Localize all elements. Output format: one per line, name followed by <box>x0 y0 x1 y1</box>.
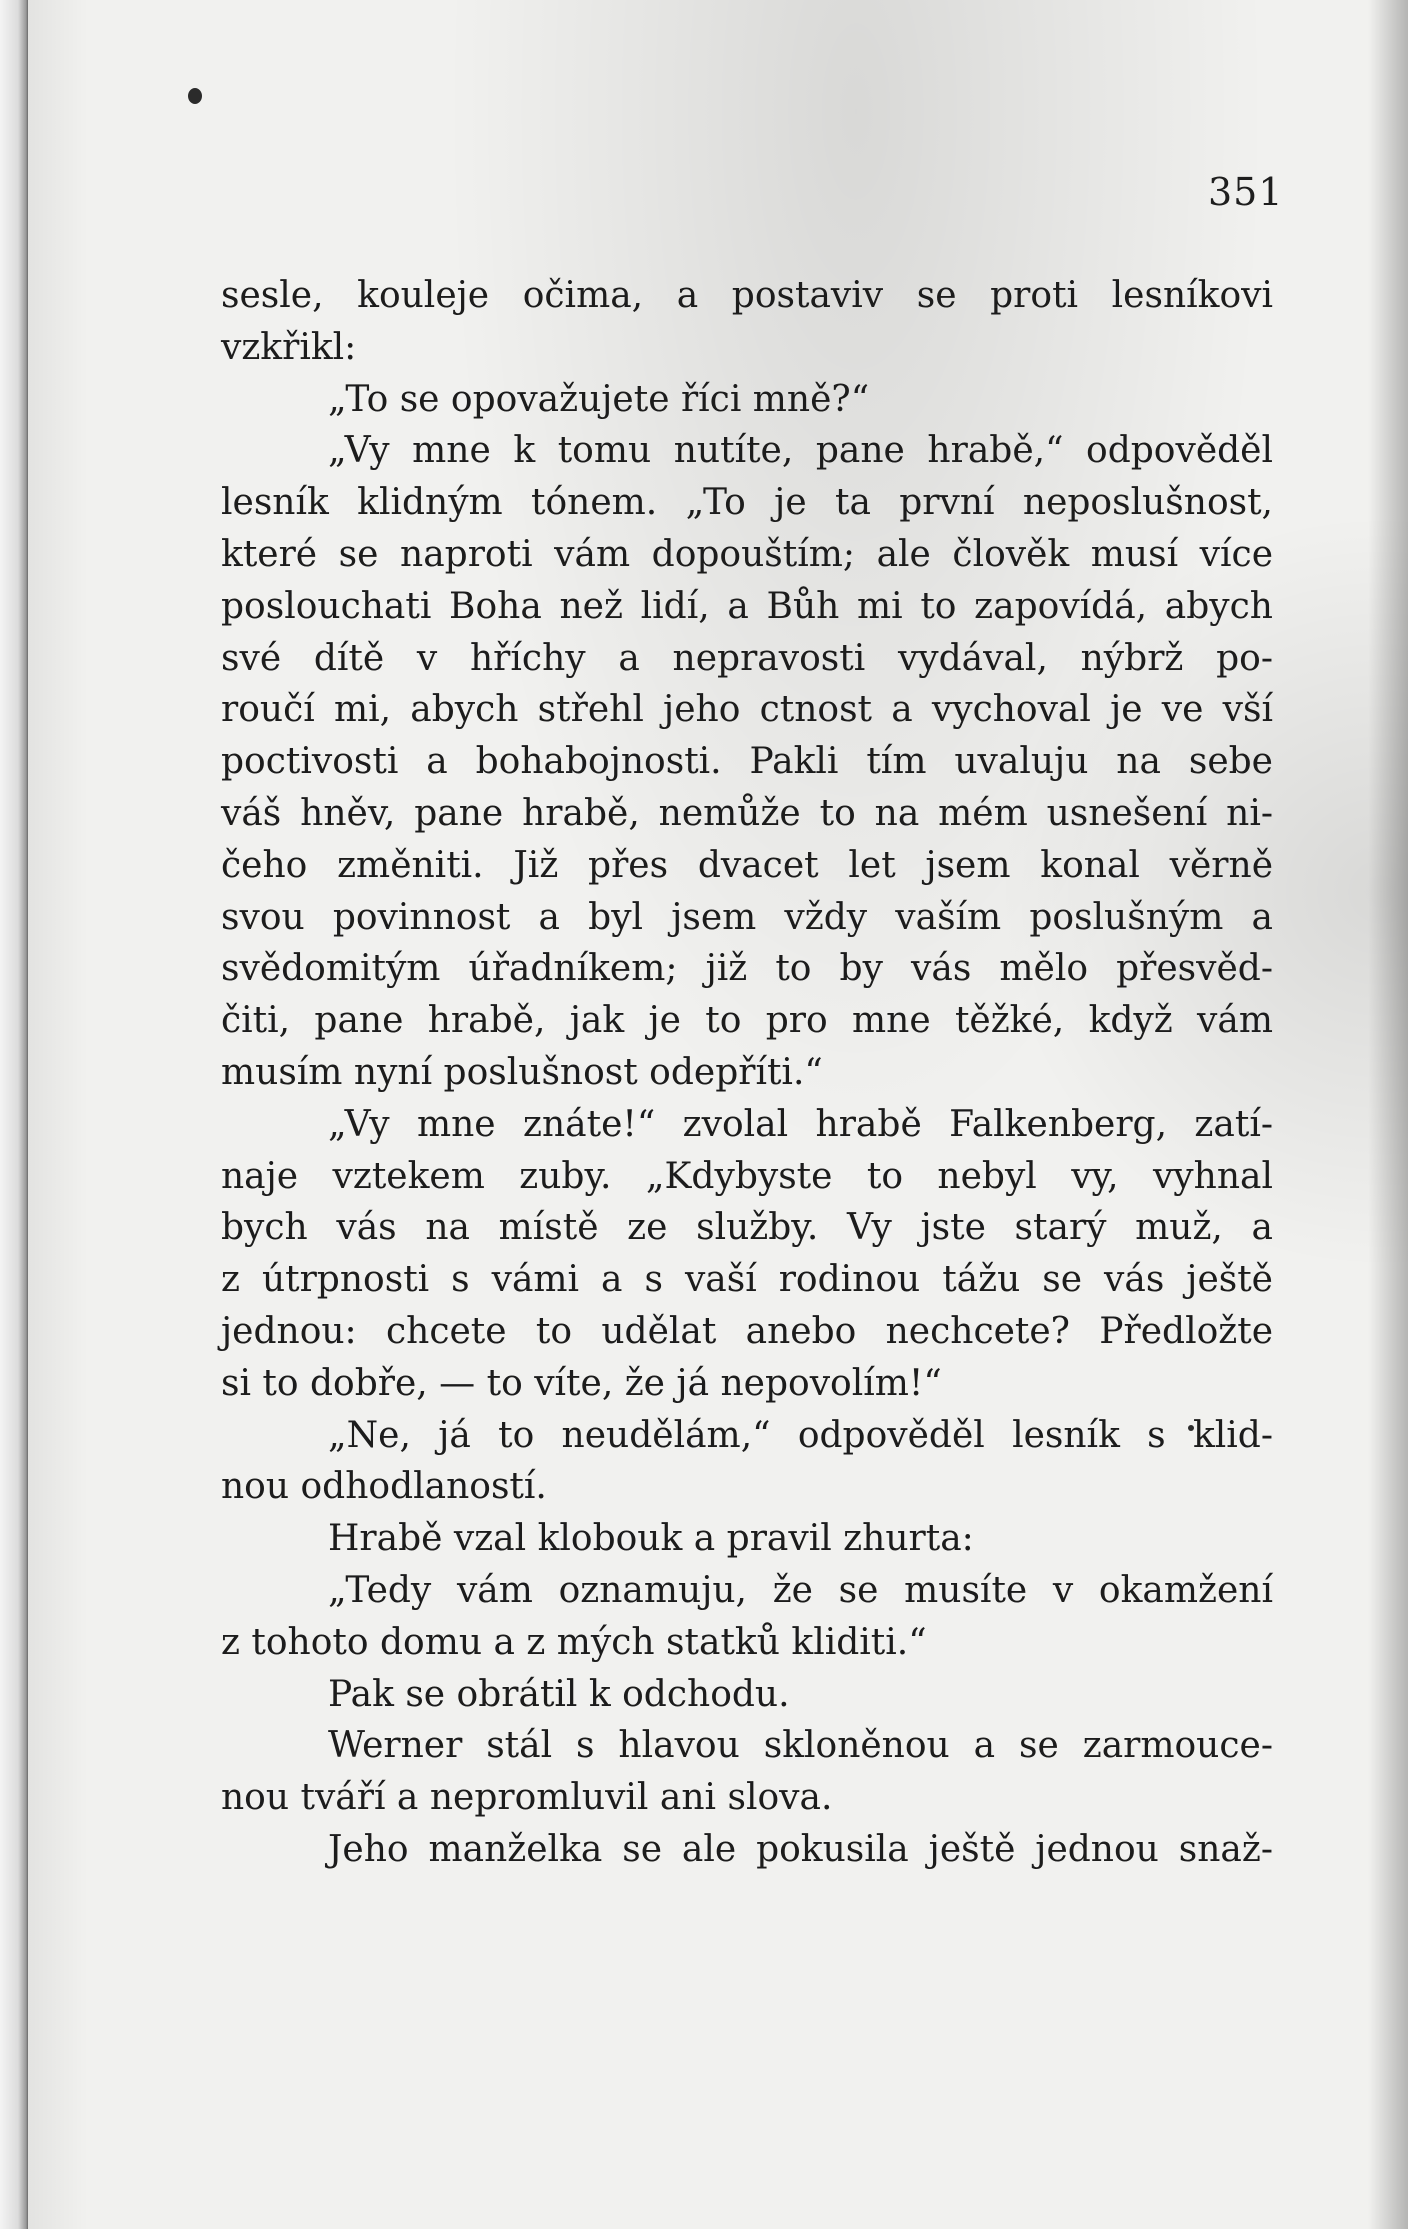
book-fold-edge <box>0 0 28 2229</box>
text-line: váš hněv, pane hrabě, nemůže to na mém usnešení ni- <box>221 792 1273 834</box>
text-line: Werner stál s hlavou skloněnou a se zarmouce- <box>328 1725 1273 1767</box>
text-line: Jeho manželka se ale pokusila ještě jednou snaž- <box>328 1828 1273 1870</box>
text-line: které se naproti vám dopouštím; ale člověk musí více <box>221 533 1273 575</box>
page-edge-shadow <box>1368 0 1408 2229</box>
text-line: jednou: chcete to udělat anebo nechcete? Předložte <box>221 1310 1273 1352</box>
text-line: „To se opovažujete říci mně?“ <box>328 378 870 420</box>
page-number: 351 <box>1208 170 1284 214</box>
ink-speck <box>188 88 202 104</box>
body-text <box>221 270 1273 1876</box>
text-line: bych vás na místě ze služby. Vy jste starý muž, a <box>221 1207 1273 1249</box>
text-line: „Vy mne znáte!“ zvolal hrabě Falkenberg, zatí- <box>328 1103 1273 1145</box>
text-line: Hrabě vzal klobouk a pravil zhurta: <box>328 1518 974 1560</box>
text-line: Pak se obrátil k odchodu. <box>328 1673 790 1715</box>
text-line: nou tváří a nepromluvil ani slova. <box>221 1777 833 1819</box>
text-line: lesník klidným tónem. „To je ta první neposlušnost, <box>221 482 1273 524</box>
text-line: „Vy mne k tomu nutíte, pane hrabě,“ odpověděl <box>328 430 1273 472</box>
text-line: „Ne, já to neudělám,“ odpověděl lesník s klid- <box>328 1414 1273 1456</box>
text-line: poslouchati Boha než lidí, a Bůh mi to zapovídá, abych <box>221 585 1273 627</box>
text-line: naje vztekem zuby. „Kdybyste to nebyl vy, vyhnal <box>221 1155 1273 1197</box>
text-line: roučí mi, abych střehl jeho ctnost a vychoval je ve vší <box>221 689 1273 731</box>
text-line: poctivosti a bohabojnosti. Pakli tím uvaluju na sebe <box>221 741 1273 783</box>
text-line: sesle, kouleje očima, a postaviv se proti lesníkovi <box>221 275 1273 316</box>
text-line: „Tedy vám oznamuju, že se musíte v okamžení <box>328 1569 1273 1611</box>
text-line: z útrpnosti s vámi a s vaší rodinou tážu se vás ještě <box>221 1259 1273 1301</box>
text-line: čeho změniti. Již přes dvacet let jsem konal věrně <box>221 844 1273 886</box>
text-line: nou odhodlaností. <box>221 1466 547 1508</box>
text-line: svědomitým úřadníkem; již to by vás mělo přesvěd- <box>221 948 1273 990</box>
book-page <box>28 0 1408 2229</box>
text-line: své dítě v hříchy a nepravosti vydával, nýbrž po- <box>221 637 1273 679</box>
text-line: musím nyní poslušnost odepříti.“ <box>221 1051 823 1093</box>
text-line: vzkřikl: <box>221 326 357 368</box>
text-line: z tohoto domu a z mých statků kliditi.“ <box>221 1621 927 1663</box>
text-line: svou povinnost a byl jsem vždy vaším poslušným a <box>221 896 1273 938</box>
text-line: čiti, pane hrabě, jak je to pro mne těžké, když vám <box>221 1000 1273 1042</box>
text-line: si to dobře, — to víte, že já nepovolím!“ <box>221 1362 942 1404</box>
